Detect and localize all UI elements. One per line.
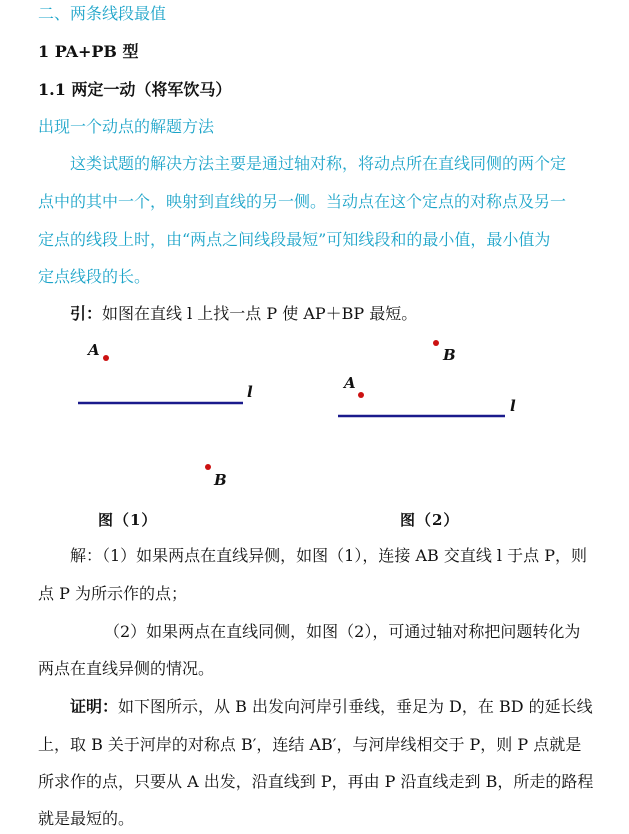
method-paragraph-line: 点中的其中一个，映射到直线的另一侧。当动点在这个定点的对称点及另一 <box>38 192 567 211</box>
method-paragraph-line: 这类试题的解决方法主要是通过轴对称，将动点所在直线同侧的两个定 <box>70 154 567 173</box>
fig1-label-b: B <box>214 471 227 489</box>
intro-text: 如图在直线 l 上找一点 P 使 AP＋BP 最短。 <box>102 304 418 323</box>
proof-label: 证明： <box>70 697 119 716</box>
solution-line: 解：（1）如果两点在直线异侧，如图（1），连接 AB 交直线 l 于点 P，则 <box>70 546 587 565</box>
proof-line <box>70 697 593 717</box>
method-paragraph-line: 定点的线段上时，由“两点之间线段最短”可知线段和的最小值，最小值为 <box>38 230 551 249</box>
fig2-label-b: B <box>443 346 456 364</box>
proof-line: 上，取 B 关于河岸的对称点 B′，连结 AB′，与河岸线相交于 P，则 P 点就是 <box>38 735 582 754</box>
fig2-label-l: l <box>510 397 516 415</box>
fig1-label-l: l <box>247 383 253 401</box>
proof-line: 就是最短的。 <box>38 809 135 828</box>
solution-line: （2）如果两点在直线同侧，如图（2），可通过轴对称把问题转化为 <box>104 622 581 641</box>
fig2-point-a <box>358 392 364 398</box>
fig1-point-a <box>103 355 109 361</box>
fig2-label-a: A <box>344 374 356 392</box>
proof-line: 所求作的点，只要从 A 出发，沿直线到 P，再由 P 沿直线走到 B，所走的路程 <box>38 772 594 791</box>
proof-text: 如下图所示，从 B 出发向河岸引垂线，垂足为 D，在 BD 的延长线 <box>118 697 593 716</box>
intro-line <box>70 304 417 324</box>
method-heading: 出现一个动点的解题方法 <box>38 117 215 136</box>
section-title: 二、两条线段最值 <box>38 4 167 23</box>
fig2-point-b <box>433 340 439 346</box>
fig1-point-b <box>205 464 211 470</box>
intro-label: 引： <box>70 304 103 323</box>
solution-line: 点 P 为所示作的点； <box>38 584 187 603</box>
subsubsection-title: 1.1 两定一动（将军饮马） <box>38 80 232 99</box>
solution-line: 两点在直线异侧的情况。 <box>38 659 215 678</box>
fig1-label-a: A <box>88 341 100 359</box>
subsection-title: 1 PA+PB 型 <box>38 42 139 61</box>
fig2-caption: 图（2） <box>400 511 460 529</box>
fig1-caption: 图（1） <box>98 511 158 529</box>
method-paragraph-line: 定点线段的长。 <box>38 267 151 286</box>
